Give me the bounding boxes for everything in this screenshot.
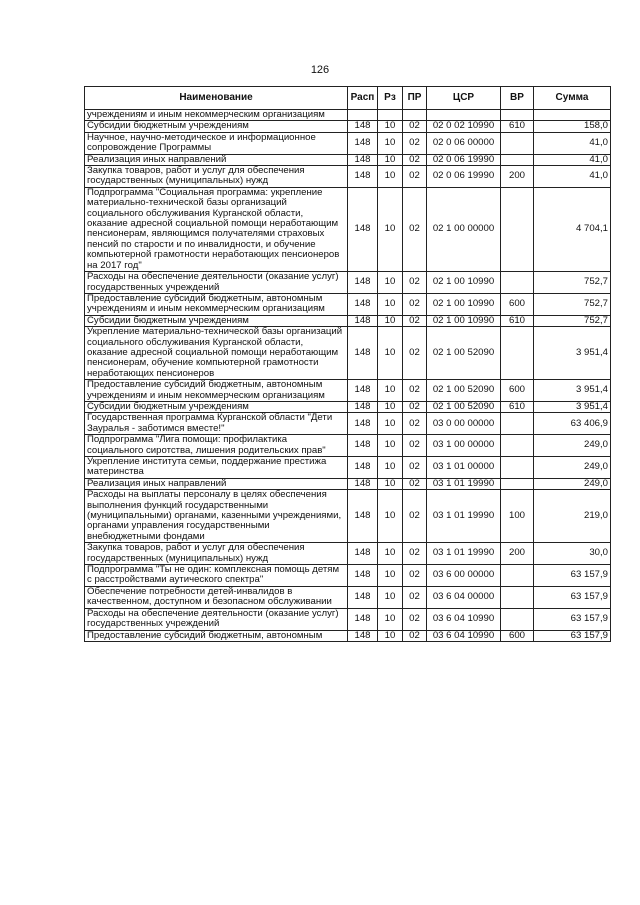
cell-rz: 10 <box>378 630 403 641</box>
cell-vr <box>501 154 534 165</box>
cell-csr: 03 6 04 10990 <box>427 630 501 641</box>
table-row <box>85 154 611 165</box>
cell-sum: 249,0 <box>534 478 611 489</box>
column-header-sum: Сумма <box>534 87 611 110</box>
cell-csr: 02 0 06 19990 <box>427 166 501 188</box>
cell-pr: 02 <box>403 293 427 315</box>
cell-rasp: 148 <box>348 272 378 294</box>
table-row <box>85 630 611 641</box>
cell-pr: 02 <box>403 272 427 294</box>
table-header-row <box>85 87 611 110</box>
cell-sum: 41,0 <box>534 132 611 154</box>
table-row <box>85 121 611 132</box>
cell-rasp: 148 <box>348 608 378 630</box>
cell-rasp: 148 <box>348 586 378 608</box>
cell-sum: 63 157,9 <box>534 586 611 608</box>
table-row <box>85 380 611 402</box>
cell-pr: 02 <box>403 401 427 412</box>
cell-rz: 10 <box>378 121 403 132</box>
cell-rasp: 148 <box>348 315 378 326</box>
cell-csr: 03 6 04 00000 <box>427 586 501 608</box>
cell-sum: 3 951,4 <box>534 327 611 380</box>
cell-rz: 10 <box>378 293 403 315</box>
cell-csr: 02 1 00 52090 <box>427 401 501 412</box>
cell-rasp: 148 <box>348 565 378 587</box>
table-row <box>85 187 611 271</box>
cell-rz: 10 <box>378 315 403 326</box>
cell-pr: 02 <box>403 121 427 132</box>
cell-vr <box>501 110 534 121</box>
cell-sum: 752,7 <box>534 272 611 294</box>
cell-pr: 02 <box>403 457 427 479</box>
cell-rasp: 148 <box>348 413 378 435</box>
cell-rasp: 148 <box>348 490 378 543</box>
cell-csr: 03 6 00 00000 <box>427 565 501 587</box>
cell-rz: 10 <box>378 490 403 543</box>
cell-sum: 3 951,4 <box>534 401 611 412</box>
column-header-name: Наименование <box>85 87 348 110</box>
cell-name: Реализация иных направлений <box>85 154 348 165</box>
cell-name: Государственная программа Курганской области "Дети Зауралья - заботимся вместе!" <box>85 413 348 435</box>
table-row <box>85 608 611 630</box>
cell-rasp: 148 <box>348 327 378 380</box>
cell-csr: 02 1 00 52090 <box>427 380 501 402</box>
table-row <box>85 490 611 543</box>
cell-name: Реализация иных направлений <box>85 478 348 489</box>
table-row <box>85 435 611 457</box>
cell-sum: 219,0 <box>534 490 611 543</box>
cell-rasp: 148 <box>348 543 378 565</box>
cell-sum: 63 157,9 <box>534 608 611 630</box>
column-header-rz: Рз <box>378 87 403 110</box>
cell-name: Закупка товаров, работ и услуг для обеспечения государственных (муниципальных) нужд <box>85 166 348 188</box>
cell-sum: 3 951,4 <box>534 380 611 402</box>
column-header-csr: ЦСР <box>427 87 501 110</box>
cell-vr: 600 <box>501 630 534 641</box>
cell-rasp: 148 <box>348 293 378 315</box>
cell-pr: 02 <box>403 630 427 641</box>
cell-rz: 10 <box>378 166 403 188</box>
cell-vr <box>501 565 534 587</box>
table-row <box>85 110 611 121</box>
budget-table <box>84 86 611 642</box>
cell-sum: 63 157,9 <box>534 630 611 641</box>
cell-name: Предоставление субсидий бюджетным, автономным учреждениям и иным некоммерческим организациям <box>85 380 348 402</box>
table-row <box>85 586 611 608</box>
cell-rz: 10 <box>378 478 403 489</box>
cell-csr <box>427 110 501 121</box>
cell-pr: 02 <box>403 380 427 402</box>
cell-name: Подпрограмма "Социальная программа: укрепление материально-технической базы организаций социального обслуживания Курганской области, оказание адресной социальной помощи неработающим пенсионерам, являющимся получателями страховых пенсий по старости и по инвалидности, и обучение компьютерной грамотности неработающих пенсионеров на 2017 год" <box>85 187 348 271</box>
cell-name: Научное, научно-методическое и информационное сопровождение Программы <box>85 132 348 154</box>
cell-vr: 600 <box>501 293 534 315</box>
cell-rz: 10 <box>378 154 403 165</box>
cell-pr: 02 <box>403 154 427 165</box>
cell-sum: 249,0 <box>534 457 611 479</box>
cell-csr: 02 1 00 52090 <box>427 327 501 380</box>
table-body <box>85 110 611 642</box>
table-row <box>85 293 611 315</box>
table-row <box>85 327 611 380</box>
cell-pr: 02 <box>403 543 427 565</box>
cell-pr <box>403 110 427 121</box>
cell-rasp: 148 <box>348 154 378 165</box>
cell-rz: 10 <box>378 132 403 154</box>
table-row <box>85 315 611 326</box>
cell-sum: 158,0 <box>534 121 611 132</box>
table-row <box>85 565 611 587</box>
column-header-pr: ПР <box>403 87 427 110</box>
cell-name: Предоставление субсидий бюджетным, автономным учреждениям и иным некоммерческим организациям <box>85 293 348 315</box>
cell-vr <box>501 478 534 489</box>
table-row <box>85 401 611 412</box>
cell-rz: 10 <box>378 457 403 479</box>
cell-sum <box>534 110 611 121</box>
cell-name: Предоставление субсидий бюджетным, автономным <box>85 630 348 641</box>
cell-vr <box>501 187 534 271</box>
cell-rasp: 148 <box>348 166 378 188</box>
cell-vr <box>501 132 534 154</box>
cell-vr <box>501 413 534 435</box>
table-row <box>85 457 611 479</box>
table-row <box>85 478 611 489</box>
cell-name: Закупка товаров, работ и услуг для обеспечения государственных (муниципальных) нужд <box>85 543 348 565</box>
cell-pr: 02 <box>403 315 427 326</box>
cell-rasp: 148 <box>348 457 378 479</box>
cell-pr: 02 <box>403 478 427 489</box>
cell-name: Укрепление материально-технической базы организаций социального обслуживания Курганской области, оказание адресной социальной помощи неработающим пенсионерам, обучение компьютерной грамотности неработающих пенсионеров <box>85 327 348 380</box>
cell-vr: 610 <box>501 315 534 326</box>
cell-name: учреждениям и иным некоммерческим организациям <box>85 110 348 121</box>
cell-vr: 600 <box>501 380 534 402</box>
cell-rasp: 148 <box>348 478 378 489</box>
cell-csr: 02 1 00 10990 <box>427 315 501 326</box>
cell-pr: 02 <box>403 187 427 271</box>
cell-sum: 63 406,9 <box>534 413 611 435</box>
cell-rasp: 148 <box>348 401 378 412</box>
cell-vr: 610 <box>501 401 534 412</box>
cell-vr: 200 <box>501 166 534 188</box>
table-row <box>85 272 611 294</box>
cell-vr <box>501 608 534 630</box>
cell-rz: 10 <box>378 187 403 271</box>
cell-name: Подпрограмма "Лига помощи: профилактика социального сиротства, лишения родительских прав" <box>85 435 348 457</box>
cell-vr <box>501 272 534 294</box>
cell-rz: 10 <box>378 608 403 630</box>
cell-rasp: 148 <box>348 132 378 154</box>
cell-rasp: 148 <box>348 380 378 402</box>
cell-vr <box>501 457 534 479</box>
cell-pr: 02 <box>403 586 427 608</box>
cell-name: Подпрограмма "Ты не один: комплексная помощь детям с расстройствами аутического спектра" <box>85 565 348 587</box>
cell-csr: 03 1 01 00000 <box>427 457 501 479</box>
cell-pr: 02 <box>403 413 427 435</box>
cell-name: Субсидии бюджетным учреждениям <box>85 121 348 132</box>
cell-vr <box>501 327 534 380</box>
cell-pr: 02 <box>403 166 427 188</box>
cell-name: Обеспечение потребности детей-инвалидов в качественном, доступном и безопасном обслуживании <box>85 586 348 608</box>
cell-pr: 02 <box>403 435 427 457</box>
table-row <box>85 166 611 188</box>
cell-rz: 10 <box>378 586 403 608</box>
cell-sum: 249,0 <box>534 435 611 457</box>
cell-name: Расходы на обеспечение деятельности (оказание услуг) государственных учреждений <box>85 272 348 294</box>
cell-csr: 03 6 04 10990 <box>427 608 501 630</box>
cell-sum: 41,0 <box>534 166 611 188</box>
cell-name: Расходы на обеспечение деятельности (оказание услуг) государственных учреждений <box>85 608 348 630</box>
cell-csr: 02 0 06 19990 <box>427 154 501 165</box>
cell-name: Укрепление института семьи, поддержание престижа материнства <box>85 457 348 479</box>
cell-rasp <box>348 110 378 121</box>
cell-name: Субсидии бюджетным учреждениям <box>85 315 348 326</box>
cell-rz: 10 <box>378 380 403 402</box>
cell-rz <box>378 110 403 121</box>
cell-sum: 4 704,1 <box>534 187 611 271</box>
cell-rz: 10 <box>378 327 403 380</box>
cell-sum: 752,7 <box>534 315 611 326</box>
cell-rasp: 148 <box>348 435 378 457</box>
column-header-vr: ВР <box>501 87 534 110</box>
cell-vr: 100 <box>501 490 534 543</box>
cell-rz: 10 <box>378 543 403 565</box>
cell-name: Субсидии бюджетным учреждениям <box>85 401 348 412</box>
cell-sum: 30,0 <box>534 543 611 565</box>
column-header-rasp: Расп <box>348 87 378 110</box>
cell-sum: 63 157,9 <box>534 565 611 587</box>
cell-pr: 02 <box>403 608 427 630</box>
cell-rasp: 148 <box>348 121 378 132</box>
cell-vr: 610 <box>501 121 534 132</box>
cell-name: Расходы на выплаты персоналу в целях обеспечения выполнения функций государственными (муниципальными) органами, казенными учреждениями, органами управления государственными внебюджетными фондами <box>85 490 348 543</box>
cell-csr: 03 1 00 00000 <box>427 435 501 457</box>
cell-vr <box>501 435 534 457</box>
table-row <box>85 543 611 565</box>
cell-vr <box>501 586 534 608</box>
cell-rasp: 148 <box>348 187 378 271</box>
cell-csr: 02 1 00 10990 <box>427 272 501 294</box>
cell-rasp: 148 <box>348 630 378 641</box>
cell-csr: 03 0 00 00000 <box>427 413 501 435</box>
cell-csr: 03 1 01 19990 <box>427 490 501 543</box>
cell-csr: 02 0 02 10990 <box>427 121 501 132</box>
cell-pr: 02 <box>403 565 427 587</box>
cell-csr: 02 1 00 00000 <box>427 187 501 271</box>
cell-rz: 10 <box>378 401 403 412</box>
cell-pr: 02 <box>403 490 427 543</box>
cell-csr: 03 1 01 19990 <box>427 478 501 489</box>
cell-pr: 02 <box>403 327 427 380</box>
cell-rz: 10 <box>378 565 403 587</box>
cell-pr: 02 <box>403 132 427 154</box>
cell-sum: 41,0 <box>534 154 611 165</box>
cell-rz: 10 <box>378 435 403 457</box>
cell-rz: 10 <box>378 413 403 435</box>
cell-sum: 752,7 <box>534 293 611 315</box>
cell-csr: 03 1 01 19990 <box>427 543 501 565</box>
cell-csr: 02 1 00 10990 <box>427 293 501 315</box>
cell-csr: 02 0 06 00000 <box>427 132 501 154</box>
page-number: 126 <box>310 64 330 76</box>
cell-rz: 10 <box>378 272 403 294</box>
table-row <box>85 132 611 154</box>
table-row <box>85 413 611 435</box>
cell-vr: 200 <box>501 543 534 565</box>
